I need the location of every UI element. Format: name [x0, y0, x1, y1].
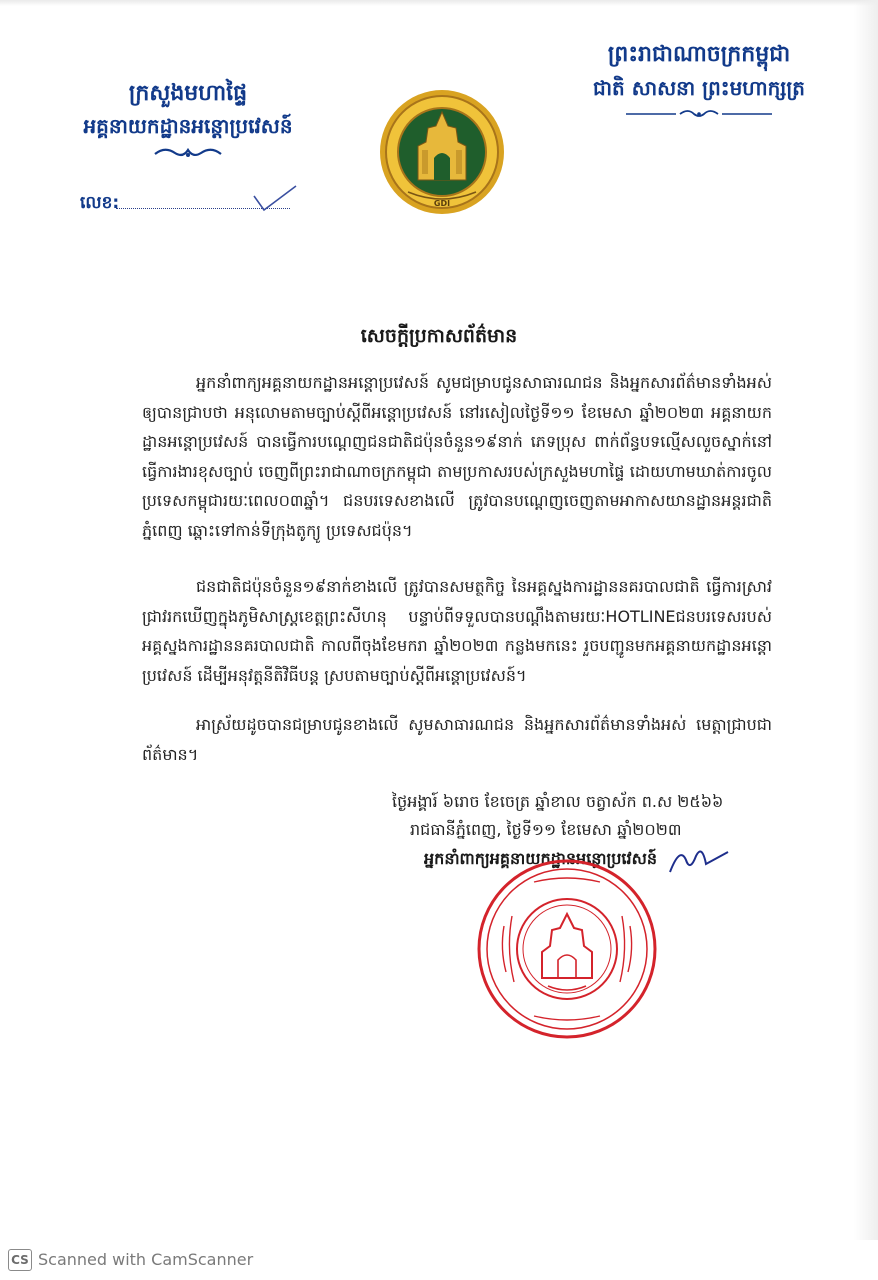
header-right [556, 38, 842, 120]
paragraph-3: អាស្រ័យដូចបានជម្រាបជូនខាងលើ សូមសាធារណជន និងអ្នកសារព័ត៌មានទាំងអស់ មេត្តាជ្រាបជាព័ត៌មាន។ [142, 715, 772, 764]
ornament-right [624, 108, 774, 120]
emblem-caption: GDI [433, 199, 451, 208]
reference-label: លេខ: [80, 193, 120, 213]
national-motto: ជាតិ សាសនា ព្រះមហាក្សត្រ [593, 76, 805, 100]
camscanner-text: Scanned with CamScanner [38, 1250, 254, 1269]
signer-title: អ្នកនាំពាក្យអគ្គនាយកដ្ឋានអន្តោប្រវេសន៍ [424, 849, 657, 868]
camscanner-logo-icon: CS [8, 1249, 32, 1271]
date-block [392, 788, 772, 844]
document-title: សេចក្តីប្រកាសព័ត៌មាន [360, 325, 518, 347]
checkmark-icon [252, 184, 298, 214]
official-seal-stamp [474, 856, 660, 1042]
paragraph-2: ជនជាតិជប៉ុនចំនួន១៩នាក់ខាងលើ ត្រូវបានសមត្ថកិច្ច នៃអគ្គស្នងការដ្ឋាននគរបាលជាតិ ធ្វើការស្រាវជ្រាវរកឃើញក្នុងភូមិសាស្ត្រខេត្តព្រះសីហនុ បន្ទាប់ពីទទួលបានបណ្តឹងតាមរយៈHOTLINEជនបរទេសរបស់អគ្គស្នងការដ្ឋាននគរបាលជាតិ កាលពីចុងខែមករា ឆ្នាំ២០២៣ កន្លងមកនេះ រួចបញ្ជូនមកអគ្គនាយកដ្ឋានអន្តោប្រវេសន៍ ដើម្បីអនុវត្តនីតិវិធីបន្ត ស្របតាមច្បាប់ស្តីពីអន្តោប្រវេសន៍។ [142, 577, 772, 685]
reference-number-row [80, 190, 300, 218]
department-name: អគ្គនាយកដ្ឋានអន្តោប្រវេសន៍ [83, 114, 293, 138]
kingdom-name: ព្រះរាជាណាចក្រកម្ពុជា [607, 42, 791, 67]
gdi-emblem-icon [378, 88, 506, 216]
header-left [48, 78, 328, 160]
signature-mark [666, 842, 736, 882]
paragraph-1: អ្នកនាំពាក្យអគ្គនាយកដ្ឋានអន្តោប្រវេសន៍ សូមជម្រាបជូនសាធារណជន និងអ្នកសារព័ត៌មានទាំងអស់ ឲ្យបានជ្រាបថា អនុលោមតាមច្បាប់ស្តីពីអន្តោប្រវេសន៍ នៅរសៀលថ្ងៃទី១១ ខែមេសា ឆ្នាំ២០២៣ អគ្គនាយកដ្ឋានអន្តោប្រវេសន៍ បានធ្វើការបណ្តេញជនជាតិជប៉ុនចំនួន១៩នាក់ ភេទប្រុស ពាក់ព័ន្ធបទល្មើសលួចស្នាក់នៅធ្វើការងារខុសច្បាប់ ចេញពីព្រះរាជាណាចក្រកម្ពុជា តាមប្រកាសរបស់ក្រសួងមហាផ្ទៃ ដោយហាមឃាត់ការចូលប្រទេសកម្ពុជារយៈពេល០៣ឆ្នាំ។ ជនបរទេសខាងលើ ត្រូវបានបណ្តេញចេញតាមអាកាសយានដ្ឋានអន្តរជាតិភ្នំពេញ ឆ្ពោះទៅកាន់ទីក្រុងតូក្យូ ប្រទេសជប៉ុន។ [142, 373, 772, 540]
scan-shadow-right [854, 0, 878, 1240]
ministry-name: ក្រសួងមហាផ្ទៃ [128, 81, 248, 106]
solar-date: រាជធានីភ្នំពេញ, ថ្ងៃទី១១ ខែមេសា ឆ្នាំ២០២៣ [410, 820, 682, 839]
lunar-date: ថ្ងៃអង្គារ៍ ៦រោច ខែចេត្រ ឆ្នាំខាល ចត្វាស័ក ព.ស ២៥៦៦ [392, 792, 724, 811]
scan-shadow-top [0, 0, 878, 6]
ornament-left [153, 144, 223, 160]
